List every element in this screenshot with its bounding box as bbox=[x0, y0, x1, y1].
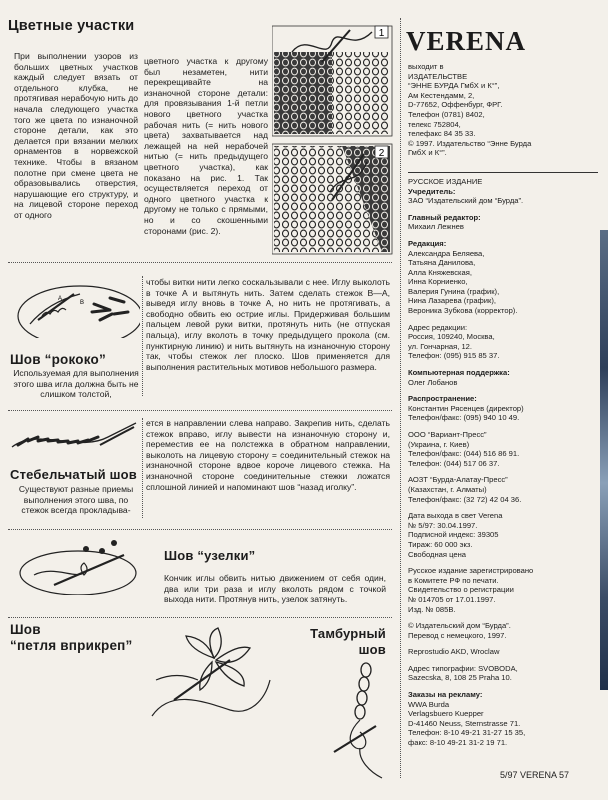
section-title-loop-2: “петля вприкреп” bbox=[10, 638, 133, 653]
colored-col2-text: цветного участка к другому был незаметен, нити перекрещивайте на изнаночной стороне детали: для провязывания 1-й петли нового цветного участка рабочая нить (= нить нового цвета) захватывается над лежащей на ней нерабочей нитью (= нить предыдущего цветного участка), как показано на рис. 1. Так осуществляется переход от одного цветного участка к другому не только с прямыми, но и со скошенными сторонами (рис. 2). bbox=[144, 56, 268, 236]
colored-col1-text: При выполнении узоров из больших цветных участков каждый следует вязать от отдельного клубка, не протягивая нерабочую нить до начала следующего участка того же цвета по изнаночной стороне детали, как это делается при вязании мелких орнаментов в норвежской технике. Чтобы в вязаном полотне при смене цвета не образовывались отверстия, нарушающие его структуру, и на лицевой стороне переход от одного bbox=[14, 51, 138, 220]
loop-stitch-illustration bbox=[150, 620, 272, 730]
divider-3 bbox=[8, 529, 392, 530]
russian-edition: РУССКОЕ ИЗДАНИЕ bbox=[408, 176, 483, 186]
page-number: 5/97 VERENA 57 bbox=[500, 770, 570, 780]
rococo-illustration bbox=[10, 276, 140, 338]
section-title-chain-1: Тамбурный bbox=[310, 626, 386, 641]
figure-1 bbox=[272, 26, 392, 136]
divider-2 bbox=[8, 410, 392, 411]
address-title: Адрес редакции: bbox=[408, 322, 468, 332]
label-b: B bbox=[80, 300, 85, 306]
divider-4 bbox=[8, 617, 392, 618]
sidebar-divider bbox=[408, 172, 598, 173]
sidebar: выходит в ИЗДАТЕЛЬСТВЕ “ЭННЕ БУРДА ГмбХ и К°”, Ам Кестендамм, 2, D-77652, Оффенбург, ФРГ. Телефон (0781) 8402, телекс 752804, телефакс 84 35 33. © 1997. Издательство “Энне Бурда ГмбХ и К°”. РУССКОЕ ИЗДАНИЕ Учредитель: ЗАО “Издательский дом “Бурда”. Главный редактор: Михаил Лежнев Редакция: Александра Беляева, Татьяна Данилова, Алла Княжевская, Инна Корниенко, Валерия Гунина (график), Нина Лазарева (график), Вероника Зубкова (корректор). Адрес редакции: Россия, 109240, Москва, ул. Гончарная, 12. Телефон: (095) 915 85 37. Компьютерная поддержка: Олег Лобанов Распространение: Константин Рясенцев (директор) Телефон/факс: (095) 940 10 49. ООО “Вариант-Пресс” (Украина, г. Киев) Телефон/факс: (044) 516 86 91. Телефон: (044) 517 06 37. АОЗТ “Бурда-Алатау-Пресс” (Казахстан, г. Алматы) Телефон/факс: (32 72) 42 04 36. Дата выхода в свет Verena № 5/97: 30.04.1997. Подписной индекс: 39305 Тираж: 60 000 экз. Свободная цена Русское издание зарегистрировано в Комитете РФ по печати. Свидетельство о регистрации № 014705 от 17.01.1997. Изд. № 085В. © Издательский дом “Бурда”. Перевод с немецкого, 1997. Reprostudio AKD, Wroclaw Адрес типографии: SVOBODA, Sazecska, 8, 108 25 Praha 10. Заказы на рекламу: WWA Burda Verlagsbuero Kuepper D-41460 Neuss, Sternstrasse 71. Телефон: 8-10 49-21 31-27 15 35, факс: 8-10 49-21 31-2 19 71. bbox=[408, 62, 598, 755]
publisher-block: выходит в ИЗДАТЕЛЬСТВЕ “ЭННЕ БУРДА ГмбХ и К°”, Ам Кестендамм, 2, D-77652, Оффенбург, ФРГ. Телефон (0781) 8402, телекс 752804, телефакс 84 35 33. © 1997. Издательство “Энне Бурда ГмбХ и К°”. bbox=[408, 62, 532, 158]
founder-title: Учредитель: bbox=[408, 186, 456, 196]
chief-title: Главный редактор: bbox=[408, 212, 481, 222]
figure-2-label: 2 bbox=[378, 148, 385, 159]
section-title-stem: Стебельчатый шов bbox=[10, 467, 137, 482]
rococo-right-text: чтобы витки нити легко соскальзывали с нее. Иглу выколоть в точке А и вытянуть нить. Затем сделать стежок В—А, выведя иглу вновь в точке А, но нить не протягивать, а свободно обвить ею острие иглы. Придерживая большим пальцем левой руки витки, протянуть нить (не отпуская пальца), иглу вколоть в точку предыдущего прокола (см. пунктирную линию) и нить вытянуть на изнаночную сторону так, чтобы стежок лег плоско. Шов применяется для выполнения растительных мотивов небольшого размера. bbox=[146, 277, 390, 372]
ads-title: Заказы на рекламу: bbox=[408, 690, 483, 700]
stem-right-text: ется в направлении слева направо. Закрепив нить, сделать стежок вправо, иглу вывести на изнаночную сторону и, переместив ее на полстежка в обратном направлении, выколоть на лицевую сторону = соединительный стежок на изнаночной стороне вдвое короче лицевого стежка. На изнаночной стороне соединительные стежки ложатся сплошной линией и напоминают шов “назад иголку”. bbox=[146, 418, 390, 492]
chief: Михаил Лежнев bbox=[408, 222, 464, 232]
support-title: Компьютерная поддержка: bbox=[408, 368, 510, 378]
section-title-chain-2: шов bbox=[358, 642, 386, 657]
section-title-rococo: Шов “рококо” bbox=[10, 352, 106, 367]
support: Олег Лобанов bbox=[408, 377, 458, 387]
sidebar-vline bbox=[400, 18, 401, 778]
chain-stitch-illustration bbox=[330, 660, 390, 790]
label-a: A bbox=[58, 296, 63, 302]
stem-left-text: Существуют разные приемы выполнения этого шва, по стежок всегда прокладыва- bbox=[18, 484, 134, 516]
knots-illustration bbox=[14, 535, 142, 595]
rococo-left-text: Используемая для выполнения этого шва игла должна быть не слишком толстой, bbox=[13, 368, 139, 400]
divider-1 bbox=[8, 262, 392, 263]
verena-logo: VERENA bbox=[406, 26, 527, 56]
page-edge-photo bbox=[600, 230, 608, 690]
repro: Reprostudio AKD, Wroclaw bbox=[408, 647, 500, 657]
editorial-title: Редакция: bbox=[408, 238, 447, 248]
knots-text: Кончик иглы обвить нитью движением от себя один, два или три раза и иглу вколоть рядом с точкой выхода нити. Протянув нить, узелок затянуть. bbox=[164, 573, 386, 605]
stem-vline bbox=[142, 418, 143, 518]
rococo-vline bbox=[142, 276, 143, 396]
section-title-knots: Шов “узелки” bbox=[164, 548, 256, 563]
figure-2 bbox=[272, 144, 392, 254]
section-title-colored: Цветные участки bbox=[8, 18, 135, 34]
distribution-title: Распространение: bbox=[408, 394, 477, 404]
figure-1-label: 1 bbox=[378, 28, 385, 39]
section-title-loop-1: Шов bbox=[10, 622, 41, 637]
founder: ЗАО “Издательский дом “Бурда”. bbox=[408, 196, 524, 206]
stem-stitch-illustration bbox=[8, 417, 142, 459]
knitting-figures bbox=[272, 22, 394, 258]
